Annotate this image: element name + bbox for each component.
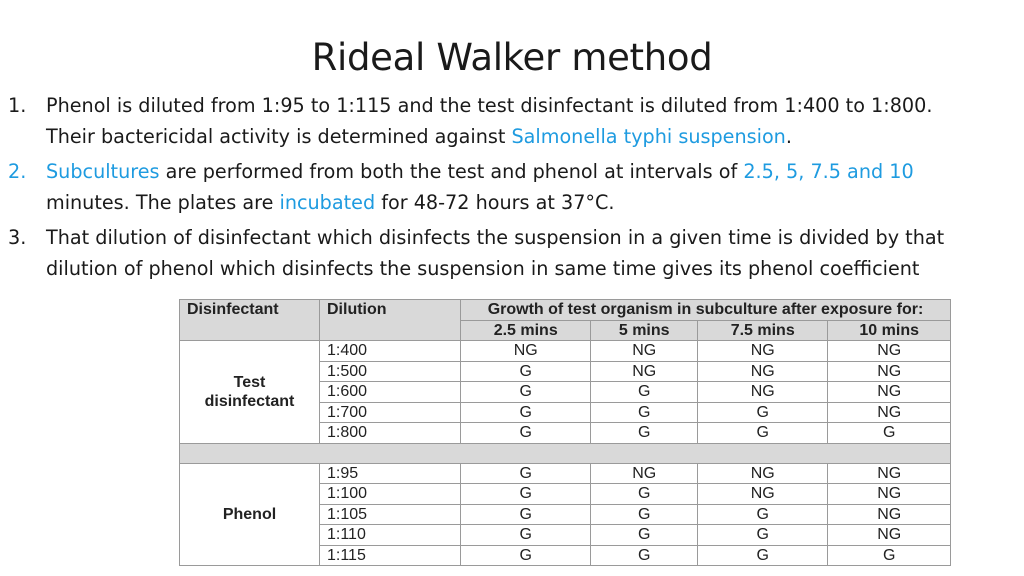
growth-cell: G [591, 484, 698, 505]
group-label-line: Phenol [222, 505, 277, 523]
growth-cell: NG [828, 402, 951, 423]
growth-cell: G [698, 525, 828, 546]
growth-cell: NG [698, 361, 828, 382]
growth-cell: NG [698, 341, 828, 362]
group-label-line: Test [233, 373, 266, 391]
group-label-line: disinfectant [204, 392, 295, 410]
growth-cell: NG [828, 504, 951, 525]
growth-cell: NG [828, 382, 951, 403]
col-header-disinfectant: Disinfectant [180, 300, 320, 341]
growth-cell: NG [698, 382, 828, 403]
growth-cell: NG [461, 341, 591, 362]
col-header-dilution: Dilution [320, 300, 461, 341]
table-row [180, 463, 951, 484]
growth-cell: NG [828, 341, 951, 362]
growth-cell: G [698, 545, 828, 566]
highlight-text: Subcultures [46, 160, 160, 183]
growth-cell: NG [828, 525, 951, 546]
growth-cell: G [591, 423, 698, 444]
dilution-cell: 1:700 [320, 402, 461, 423]
growth-cell: G [698, 504, 828, 525]
bullet-list [8, 90, 1020, 284]
col-header-time: 2.5 mins [461, 320, 591, 341]
col-header-growth: Growth of test organism in subculture after exposure for: [461, 300, 951, 321]
list-item [8, 156, 1020, 218]
item-text [46, 222, 1020, 284]
group-label-phenol [180, 463, 320, 566]
separator-row [180, 443, 951, 463]
dilution-cell: 1:600 [320, 382, 461, 403]
growth-cell: NG [591, 341, 698, 362]
growth-cell: G [461, 382, 591, 403]
growth-cell: G [461, 525, 591, 546]
growth-cell: G [461, 504, 591, 525]
list-item [8, 222, 1020, 284]
item-number: 3. [8, 226, 27, 249]
slide-title: Rideal Walker method [311, 36, 713, 79]
highlight-text: 2.5, 5, 7.5 and 10 [743, 160, 914, 183]
item-text-line: dilution of phenol which disinfects the suspension in same time gives its phenol coefficient [46, 257, 920, 280]
group-label-test [180, 341, 320, 444]
growth-cell: G [828, 545, 951, 566]
item-text-line: That dilution of disinfectant which disinfects the suspension in a given time is divided by that [46, 226, 945, 249]
separator-cell [180, 443, 951, 463]
growth-cell: G [461, 545, 591, 566]
growth-cell: G [698, 423, 828, 444]
table-header-row [180, 300, 951, 321]
item-text-part: . [785, 125, 792, 148]
rideal-walker-table [179, 299, 951, 566]
growth-cell: NG [591, 361, 698, 382]
growth-cell: G [461, 484, 591, 505]
growth-cell: G [591, 382, 698, 403]
dilution-cell: 1:800 [320, 423, 461, 444]
growth-cell: G [591, 525, 698, 546]
growth-cell: G [461, 361, 591, 382]
item-text-part: for 48-72 hours at 37°C. [375, 191, 615, 214]
growth-cell: NG [698, 463, 828, 484]
item-number: 1. [8, 94, 27, 117]
growth-cell: NG [828, 361, 951, 382]
growth-cell: G [591, 402, 698, 423]
item-text-part: are performed from both the test and phenol at intervals of [159, 160, 744, 183]
item-text-line: Phenol is diluted from 1:95 to 1:115 and the test disinfectant is diluted from 1:400 to 1:800. [46, 94, 933, 117]
growth-cell: G [698, 402, 828, 423]
dilution-cell: 1:400 [320, 341, 461, 362]
growth-cell: G [461, 402, 591, 423]
item-text [46, 90, 1020, 152]
col-header-time: 10 mins [828, 320, 951, 341]
item-text-part: Their bactericidal activity is determined against [46, 125, 512, 148]
growth-cell: G [828, 423, 951, 444]
growth-cell: G [591, 545, 698, 566]
growth-cell: NG [828, 463, 951, 484]
col-header-time: 7.5 mins [698, 320, 828, 341]
growth-cell: NG [591, 463, 698, 484]
list-item [8, 90, 1020, 152]
growth-cell: G [591, 504, 698, 525]
item-text-part: minutes. The plates are [46, 191, 280, 214]
dilution-cell: 1:95 [320, 463, 461, 484]
dilution-cell: 1:105 [320, 504, 461, 525]
highlight-text: Salmonella typhi suspension [511, 125, 786, 148]
dilution-cell: 1:110 [320, 525, 461, 546]
highlight-text: incubated [279, 191, 376, 214]
growth-cell: G [461, 423, 591, 444]
growth-cell: G [461, 463, 591, 484]
dilution-cell: 1:500 [320, 361, 461, 382]
dilution-cell: 1:100 [320, 484, 461, 505]
col-header-time: 5 mins [591, 320, 698, 341]
item-text [46, 156, 1020, 218]
growth-cell: NG [698, 484, 828, 505]
growth-cell: NG [828, 484, 951, 505]
dilution-cell: 1:115 [320, 545, 461, 566]
table-row [180, 341, 951, 362]
item-number: 2. [8, 160, 27, 183]
